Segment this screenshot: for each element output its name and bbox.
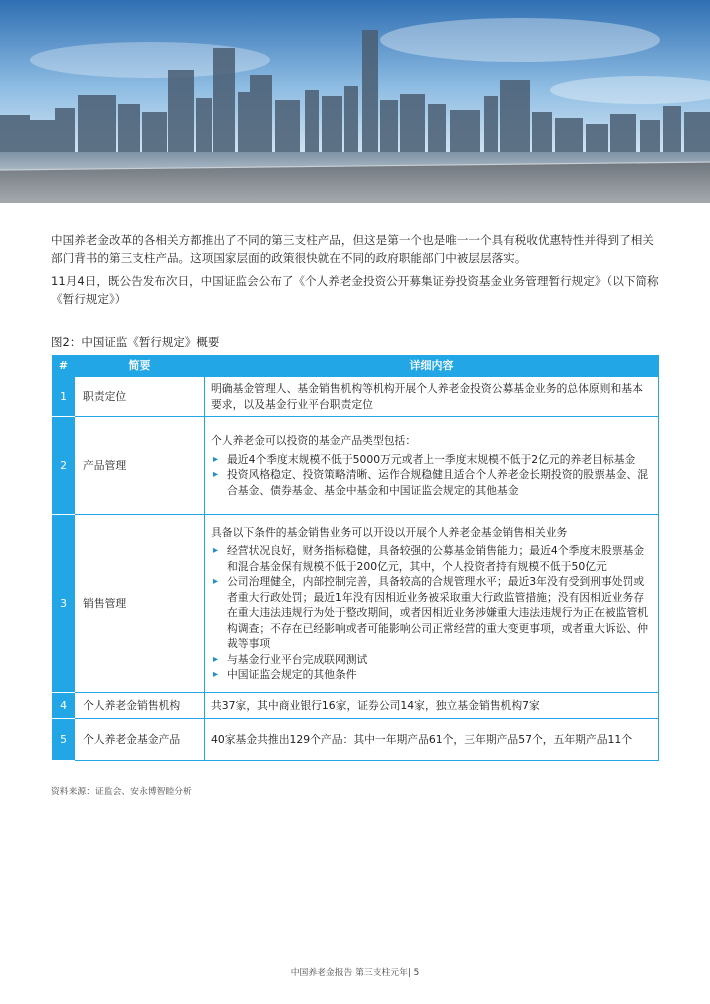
row-brief: 个人养老金基金产品	[75, 719, 205, 761]
row-brief: 销售管理	[75, 515, 205, 693]
row-number: 5	[53, 719, 75, 761]
table-caption: 图2：中国证监《暂行规定》概要	[51, 335, 220, 349]
table-row	[53, 377, 659, 417]
bullet-item: ▸ 最近4个季度末规模不低于5000万元或者上一季度末规模不低于2亿元的养老目标基金	[211, 452, 650, 468]
page-footer: 中国养老金报告 第三支柱元年| 5	[290, 968, 420, 978]
announcement-paragraph: 11月4日，既公告发布次日，中国证监会公布了《个人养老金投资公开募集证券投资基金业务管理暂行规定》（以下简称《暂行规定》）	[51, 274, 659, 306]
bullet-item: ▸ 公司治理健全，内部控制完善，具备较高的合规管理水平；最近3年没有受到刑事处罚或者重大行政处罚；最近1年没有因相近业务被采取重大行政监管措施；没有因相近业务存在重大违法违规行为处于整改期间，或者因相近业务涉嫌重大违法违规行为正在被监管机构调查；不存在已经影响或者可能影响公司正常经营的重大变更事项，或者重大诉讼、仲裁等事项	[211, 574, 650, 652]
table-row	[53, 417, 659, 515]
bullet-item: ▸ 与基金行业平台完成联网测试	[211, 652, 650, 668]
header-detail: 详细内容	[205, 356, 659, 377]
source-note: 资料来源：证监会、安永博智睦分析	[51, 787, 192, 797]
row-detail: 40家基金共推出129个产品：其中一年期产品61个，三年期产品57个，五年期产品11个	[205, 719, 659, 761]
table-header-row	[53, 356, 659, 377]
bullet-item: ▸ 经营状况良好，财务指标稳健，具备较强的公募基金销售能力；最近4个季度末股票基金和混合基金保有规模不低于200亿元，其中，个人投资者持有规模不低于50亿元	[211, 543, 650, 574]
bullet-item: ▸ 投资风格稳定、投资策略清晰、运作合规稳健且适合个人养老金长期投资的股票基金、混合基金、债券基金、基金中基金和中国证监会规定的其他基金	[211, 467, 650, 498]
table-row	[53, 719, 659, 761]
row-detail	[205, 417, 659, 515]
header-num: #	[53, 356, 75, 377]
row-number: 4	[53, 693, 75, 719]
row-number: 3	[53, 515, 75, 693]
row-brief: 职责定位	[75, 377, 205, 417]
regulation-summary-table	[52, 355, 659, 761]
row-number: 2	[53, 417, 75, 515]
row-detail: 共37家，其中商业银行16家，证券公司14家，独立基金销售机构7家	[205, 693, 659, 719]
table-row	[53, 515, 659, 693]
row-brief: 个人养老金销售机构	[75, 693, 205, 719]
row-number: 1	[53, 377, 75, 417]
bullet-list	[211, 543, 650, 683]
row-detail: 明确基金管理人、基金销售机构等机构开展个人养老金投资公募基金业务的总体原则和基本要求，以及基金行业平台职责定位	[205, 377, 659, 417]
detail-intro: 具备以下条件的基金销售业务可以开设以开展个人养老金基金销售相关业务	[211, 525, 568, 539]
table-row	[53, 693, 659, 719]
detail-intro: 个人养老金可以投资的基金产品类型包括：	[211, 434, 417, 447]
row-detail	[205, 515, 659, 693]
bullet-item: ▸ 中国证监会规定的其他条件	[211, 667, 650, 683]
bullet-list	[211, 452, 650, 499]
row-brief: 产品管理	[75, 417, 205, 515]
header-brief: 简要	[75, 356, 205, 377]
hero-skyline-image	[0, 0, 710, 203]
intro-paragraph: 中国养老金改革的各相关方都推出了不同的第三支柱产品，但这是第一个也是唯一一个具有税收优惠特性并得到了相关部门背书的第三支柱产品。这项国家层面的政策很快就在不同的政府职能部门中被层层落实。	[51, 233, 654, 265]
